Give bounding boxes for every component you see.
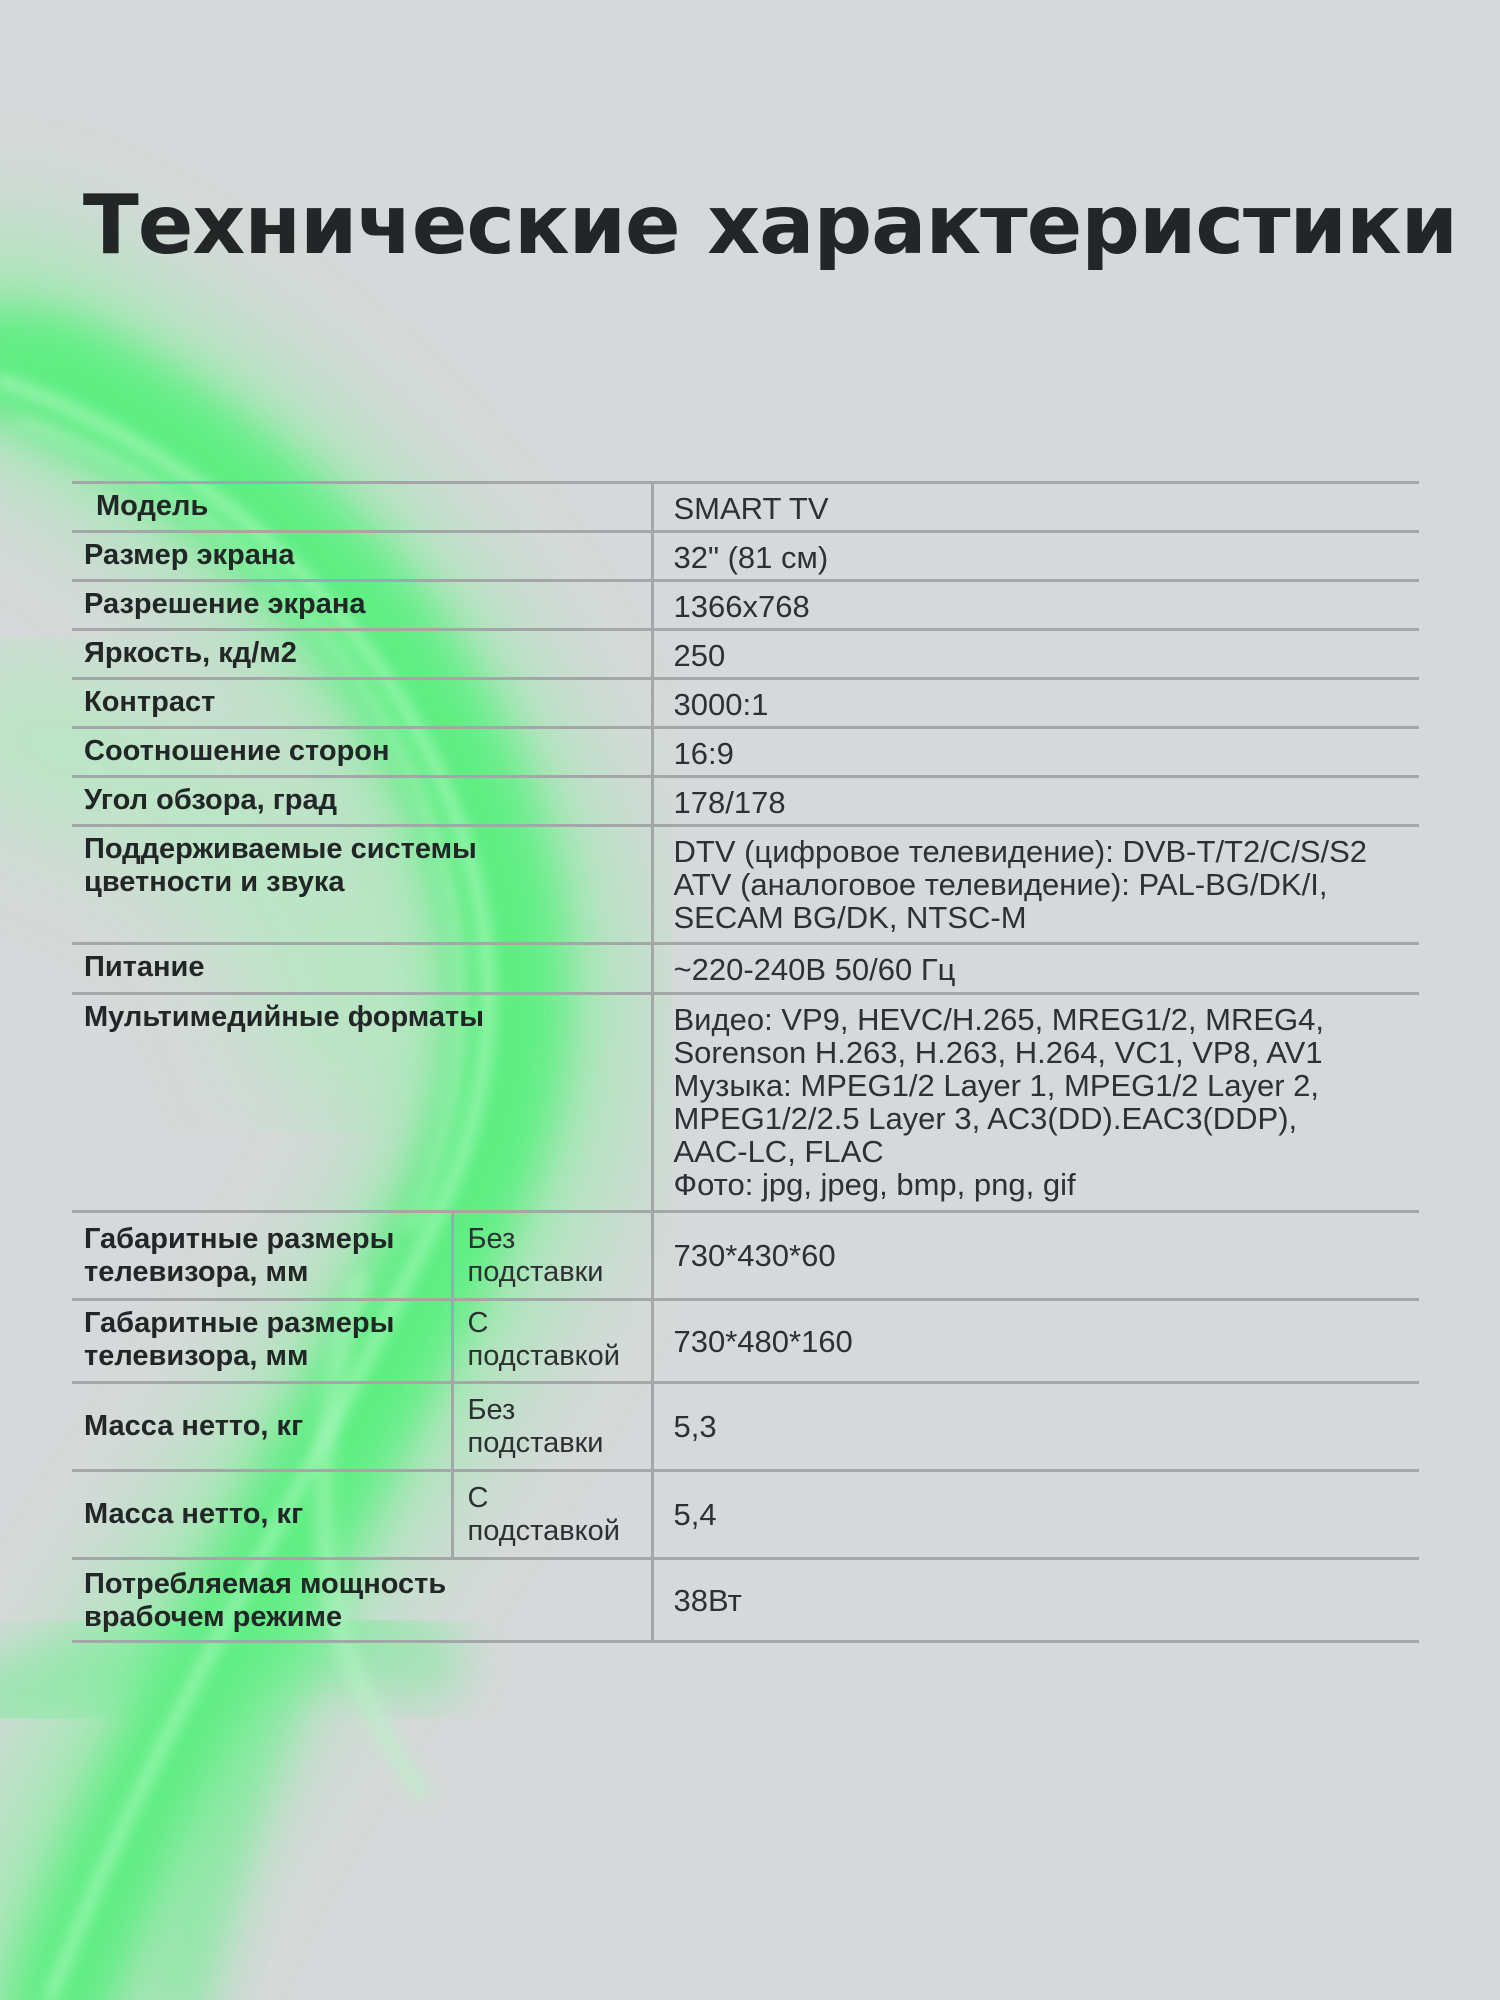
spec-value: 730*480*160	[652, 1300, 1419, 1383]
spec-row-multimedia	[72, 994, 1419, 1212]
spec-sublabel-line: С	[467, 1482, 489, 1514]
spec-value: 1366x768	[652, 581, 1419, 630]
spec-row-viewing-angle	[72, 777, 1419, 826]
spec-row-power-consumption	[72, 1559, 1419, 1642]
spec-label: Соотношение сторон	[72, 728, 652, 777]
spec-value-line: SECAM BG/DK, NTSC-M	[673, 900, 1027, 935]
spec-value-line: Видео: VP9, HEVC/H.265, MREG1/2, MREG4,	[673, 1002, 1324, 1037]
spec-value	[652, 826, 1419, 944]
spec-value-line: AAC-LC, FLAC	[673, 1134, 884, 1169]
spec-sublabel-line: Без	[467, 1394, 516, 1426]
spec-label-line: Потребляемая мощность	[84, 1568, 447, 1600]
spec-label-line: телевизора, мм	[84, 1340, 309, 1372]
spec-label-line: телевизора, мм	[84, 1256, 309, 1288]
spec-label	[72, 1212, 452, 1300]
spec-value-line: Музыка: MPEG1/2 Layer 1, MPEG1/2 Layer 2,	[673, 1068, 1320, 1103]
spec-label-line: врабочем режиме	[84, 1601, 343, 1633]
spec-row-model	[72, 483, 1419, 532]
spec-label-line: цветности и звука	[84, 866, 345, 898]
spec-sublabel-line: подставки	[467, 1427, 604, 1459]
spec-row-weight-with-stand	[72, 1471, 1419, 1559]
spec-label-line: Поддерживаемые системы	[84, 833, 477, 865]
spec-row-power	[72, 944, 1419, 994]
spec-value-line: DTV (цифровое телевидение): DVB-T/T2/C/S/S2	[673, 834, 1368, 869]
spec-value-line: Sorenson H.263, H.263, H.264, VC1, VP8, AV1	[673, 1035, 1323, 1070]
spec-row-color-systems	[72, 826, 1419, 944]
spec-table	[72, 481, 1419, 1643]
spec-row-weight-no-stand	[72, 1383, 1419, 1471]
spec-value: 178/178	[652, 777, 1419, 826]
spec-label: Питание	[72, 944, 652, 994]
spec-label: Разрешение экрана	[72, 581, 652, 630]
spec-label: Размер экрана	[72, 532, 652, 581]
spec-value: 3000:1	[652, 679, 1419, 728]
spec-value-line: Фото: jpg, jpeg, bmp, png, gif	[673, 1167, 1076, 1202]
spec-row-contrast	[72, 679, 1419, 728]
spec-label: Модель	[72, 483, 652, 532]
spec-sublabel	[452, 1383, 652, 1471]
spec-label-line: Габаритные размеры	[84, 1223, 395, 1255]
spec-sublabel-line: подставкой	[467, 1515, 620, 1547]
spec-value: SMART TV	[652, 483, 1419, 532]
spec-label-line: Габаритные размеры	[84, 1307, 395, 1339]
spec-sublabel-line: Без	[467, 1223, 516, 1255]
spec-row-dimensions-no-stand	[72, 1212, 1419, 1300]
spec-value: 730*430*60	[652, 1212, 1419, 1300]
page-title: Технические характеристики	[82, 178, 1458, 273]
spec-label: Яркость, кд/м2	[72, 630, 652, 679]
spec-sublabel	[452, 1212, 652, 1300]
spec-sublabel-line: С	[467, 1307, 489, 1339]
spec-row-aspect-ratio	[72, 728, 1419, 777]
spec-label: Мультимедийные форматы	[72, 994, 652, 1212]
spec-row-dimensions-with-stand	[72, 1300, 1419, 1383]
spec-value: 250	[652, 630, 1419, 679]
spec-value: 38Вт	[652, 1559, 1419, 1642]
spec-label: Контраст	[72, 679, 652, 728]
spec-sublabel-line: подставки	[467, 1256, 604, 1288]
spec-label: Масса нетто, кг	[72, 1471, 452, 1559]
spec-label: Масса нетто, кг	[72, 1383, 452, 1471]
spec-row-brightness	[72, 630, 1419, 679]
spec-label	[72, 1559, 652, 1642]
spec-value-line: ATV (аналоговое телевидение): PAL-BG/DK/I,	[673, 867, 1328, 902]
spec-sublabel-line: подставкой	[467, 1340, 620, 1372]
spec-label	[72, 826, 652, 944]
spec-row-resolution	[72, 581, 1419, 630]
spec-value-line: MPEG1/2/2.5 Layer 3, AC3(DD).EAC3(DDP),	[673, 1101, 1298, 1136]
spec-sublabel	[452, 1300, 652, 1383]
spec-value: 16:9	[652, 728, 1419, 777]
spec-label	[72, 1300, 452, 1383]
spec-row-screen-size	[72, 532, 1419, 581]
spec-value: 32" (81 см)	[652, 532, 1419, 581]
spec-value	[652, 994, 1419, 1212]
spec-value: 5,4	[652, 1471, 1419, 1559]
spec-value: 5,3	[652, 1383, 1419, 1471]
spec-sublabel	[452, 1471, 652, 1559]
spec-label: Угол обзора, град	[72, 777, 652, 826]
spec-value: ~220-240В 50/60 Гц	[652, 944, 1419, 994]
